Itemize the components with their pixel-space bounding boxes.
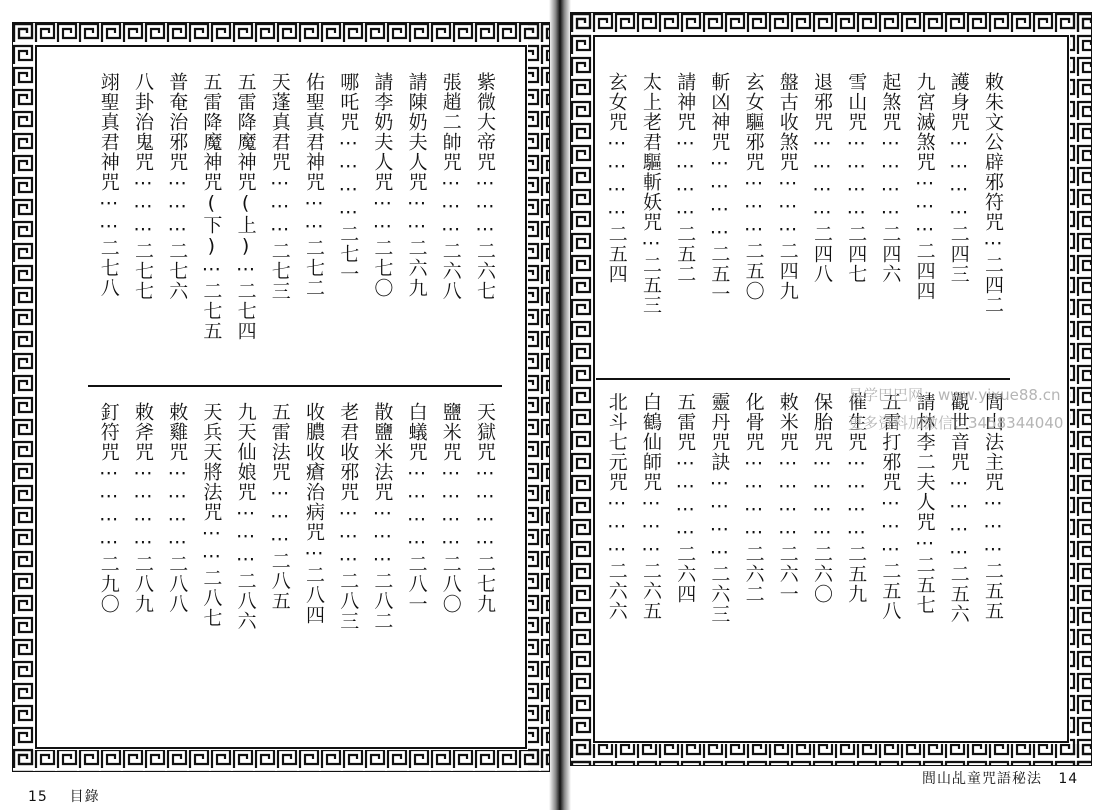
toc-entry: 護身咒⋯⋯⋯⋯二四三 [947,72,970,284]
toc-entry: 敕斧咒⋯⋯⋯⋯二八九 [132,402,154,614]
toc-entry: 翊聖真君神咒⋯⋯二七八 [97,72,120,298]
toc-entry: 請李奶夫人咒⋯⋯二七〇 [371,72,394,298]
toc-entry: 敕雞咒⋯⋯⋯⋯二八八 [166,402,189,614]
toc-entry: 哪吒咒⋯⋯⋯⋯二七一 [337,72,360,284]
toc-entry: 紫微大帝咒⋯⋯⋯二六七 [474,72,496,301]
toc-entry: 玄女驅邪咒⋯⋯⋯二五〇 [742,72,765,301]
toc-entry: 請陳奶夫人咒⋯⋯二六九 [405,72,428,298]
toc-entry: 天兵天將法咒⋯⋯二八七 [200,402,223,628]
toc-entry: 天獄咒⋯⋯⋯⋯二七九 [474,402,496,614]
toc-entry: 五雷法咒⋯⋯⋯二八五 [268,402,291,611]
toc-entry: 普奄治邪咒⋯⋯⋯二七六 [166,72,189,301]
book-gutter [549,0,571,810]
toc-entry: 五雷打邪咒⋯⋯⋯二五八 [879,392,902,621]
toc-entry: 五雷降魔神咒(下)⋯二七五 [200,72,223,341]
toc-entry: 化骨咒⋯⋯⋯⋯二六二 [742,392,765,604]
toc-entry: 起煞咒⋯⋯⋯⋯二四六 [879,72,902,284]
toc-entry: 盤古收煞咒⋯⋯⋯二四九 [776,72,799,301]
toc-entry: 五雷降魔神咒(上)⋯二七四 [234,72,257,341]
toc-entry: 散鹽米法咒⋯⋯⋯二八二 [371,402,394,631]
toc-entry: 玄女咒⋯⋯⋯⋯二五四 [605,72,628,284]
watermark-line-1: 易学巴巴网：www.yixue88.cn [848,386,1061,404]
toc-entry: 九天仙娘咒⋯⋯⋯二八六 [234,402,257,631]
right-page-number: 14 [1058,771,1079,787]
toc-entry: 催生咒⋯⋯⋯⋯二五九 [845,392,868,604]
toc-entry: 五雷咒⋯⋯⋯⋯二六四 [674,392,697,604]
left-divider [88,385,502,387]
toc-entry: 退邪咒⋯⋯⋯⋯二四八 [811,72,833,284]
toc-entry: 請林李二夫人咒⋯二五七 [913,392,936,615]
toc-entry: 張趙二帥咒⋯⋯⋯二六八 [439,72,462,301]
toc-entry: 閭山法主咒⋯⋯⋯二五五 [982,392,1004,621]
toc-entry: 敕米咒⋯⋯⋯⋯二六一 [776,392,799,604]
left-page-number: 15 [28,789,48,805]
toc-entry: 鹽米咒⋯⋯⋯⋯二八〇 [439,402,462,614]
toc-entry: 白蟻咒⋯⋯⋯⋯二八一 [405,402,428,614]
toc-entry: 觀世音咒⋯⋯⋯⋯二五六 [947,392,970,624]
toc-entry: 佑聖真君神咒⋯⋯二七二 [303,72,325,298]
right-footer [922,768,1078,788]
toc-entry: 太上老君驅斬妖咒⋯二五三 [640,72,662,315]
toc-entry: 白鶴仙師咒⋯⋯⋯二六五 [640,392,662,621]
toc-entry: 斬凶神咒⋯⋯⋯⋯二五一 [708,72,731,304]
left-footer [28,786,100,806]
toc-entry: 九宮滅煞咒⋯⋯⋯二四四 [913,72,936,301]
right-running-title: 閭山乩童咒語秘法 [922,771,1042,787]
toc-entry: 八卦治鬼咒⋯⋯⋯二七七 [132,72,154,301]
toc-entry: 敕朱文公辟邪符咒⋯二四二 [982,72,1004,315]
toc-entry: 北斗七元咒⋯⋯⋯二六六 [605,392,628,621]
toc-entry: 收膿收瘡治病咒⋯二八四 [303,402,325,625]
toc-entry: 雪山咒⋯⋯⋯⋯二四七 [845,72,868,284]
left-running-title: 目錄 [69,789,100,805]
toc-entry: 老君收邪咒⋯⋯⋯二八三 [337,402,360,631]
right-divider [596,378,1010,380]
watermark-line-2: 更多资料加微信：3458344040 [848,414,1064,432]
toc-entry: 釘符咒⋯⋯⋯⋯二九〇 [97,402,120,614]
toc-entry: 天蓬真君咒⋯⋯⋯二七三 [268,72,291,301]
toc-entry: 靈丹咒訣⋯⋯⋯⋯二六三 [708,392,731,624]
toc-entry: 請神咒⋯⋯⋯⋯二五二 [674,72,697,284]
toc-entry: 保胎咒⋯⋯⋯⋯二六〇 [811,392,833,604]
